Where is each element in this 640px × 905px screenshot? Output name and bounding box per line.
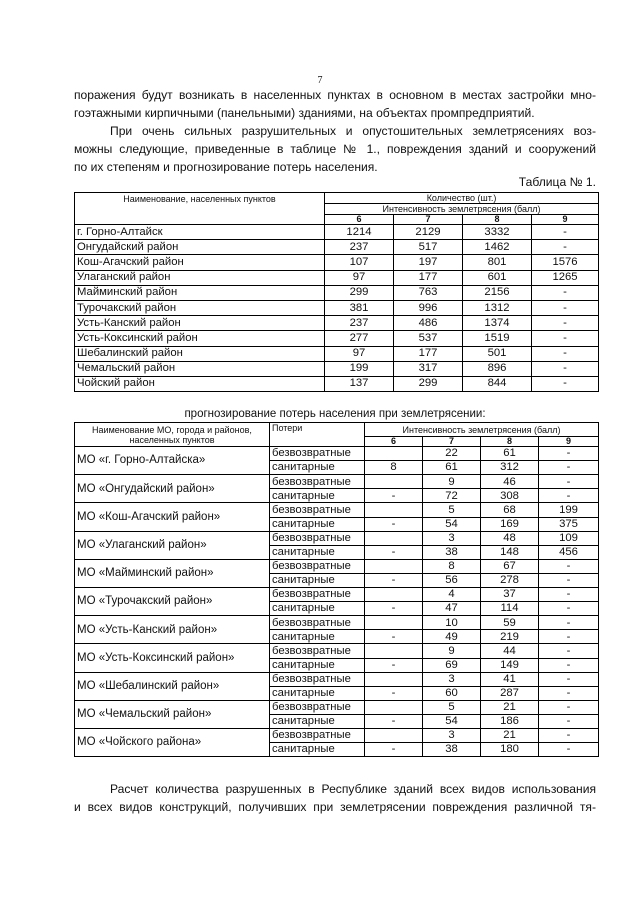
value-cell: 69 [423, 658, 481, 672]
loss-type: санитарные [270, 545, 365, 559]
table2-level-8: 8 [481, 437, 539, 447]
settlement-name: Усть-Коксинский район [75, 331, 325, 346]
table1-col-name: Наименование, населенных пунктов [75, 193, 325, 225]
value-cell: - [539, 644, 599, 658]
value-cell: 9 [423, 475, 481, 489]
value-cell: 97 [325, 346, 394, 361]
value-cell: 299 [325, 285, 394, 300]
loss-type: санитарные [270, 517, 365, 531]
value-cell: 21 [481, 700, 539, 714]
value-cell: 1462 [463, 240, 532, 255]
value-cell: 44 [481, 644, 539, 658]
value-cell: 537 [394, 331, 463, 346]
value-cell: 308 [481, 489, 539, 503]
value-cell: - [539, 588, 599, 602]
table-row [75, 285, 599, 300]
loss-type: санитарные [270, 658, 365, 672]
table-row [75, 531, 599, 545]
value-cell: 180 [481, 743, 539, 757]
value-cell: 49 [423, 630, 481, 644]
value-cell: 107 [325, 255, 394, 270]
value-cell: 5 [423, 700, 481, 714]
value-cell: 177 [394, 346, 463, 361]
value-cell: 3332 [463, 225, 532, 240]
intro-line-2: гоэтажными кирпичными (панельными) зданиями, на объектах промпредприятий. [74, 106, 535, 120]
value-cell: - [365, 489, 423, 503]
value-cell: 199 [325, 361, 394, 376]
value-cell: - [365, 573, 423, 587]
loss-type: безвозвратные [270, 616, 365, 630]
value-cell: - [532, 225, 599, 240]
value-cell: - [365, 630, 423, 644]
value-cell: - [539, 573, 599, 587]
value-cell: - [365, 517, 423, 531]
value-cell: 237 [325, 316, 394, 331]
table-row [75, 300, 599, 315]
value-cell: 60 [423, 686, 481, 700]
table2-level-7: 7 [423, 437, 481, 447]
value-cell: 37 [481, 588, 539, 602]
value-cell: - [539, 475, 599, 489]
value-cell: - [539, 559, 599, 573]
loss-type: санитарные [270, 489, 365, 503]
value-cell: - [539, 616, 599, 630]
loss-type: безвозвратные [270, 672, 365, 686]
value-cell: 61 [481, 447, 539, 461]
municipality-name: МО «Турочакский район» [75, 588, 270, 616]
value-cell: 375 [539, 517, 599, 531]
value-cell: 486 [394, 316, 463, 331]
value-cell: 219 [481, 630, 539, 644]
value-cell: - [532, 300, 599, 315]
table2-level-9: 9 [539, 437, 599, 447]
table1-col-intensity: Интенсивность землетрясения (балл) [325, 204, 599, 215]
table-row [75, 225, 599, 240]
value-cell [365, 531, 423, 545]
loss-type: санитарные [270, 461, 365, 475]
settlement-name: Майминский район [75, 285, 325, 300]
loss-type: санитарные [270, 686, 365, 700]
value-cell: 41 [481, 672, 539, 686]
value-cell: 56 [423, 573, 481, 587]
loss-type: безвозвратные [270, 700, 365, 714]
value-cell: - [539, 602, 599, 616]
value-cell: - [539, 630, 599, 644]
settlement-name: Шебалинский район [75, 346, 325, 361]
table2-col-intensity: Интенсивность землетрясения (балл) [365, 423, 599, 437]
value-cell [365, 616, 423, 630]
value-cell: 601 [463, 270, 532, 285]
value-cell: 186 [481, 714, 539, 728]
value-cell: 277 [325, 331, 394, 346]
municipality-name: МО «Улаганский район» [75, 531, 270, 559]
value-cell: - [532, 316, 599, 331]
value-cell: - [539, 489, 599, 503]
value-cell: 1265 [532, 270, 599, 285]
value-cell: 896 [463, 361, 532, 376]
loss-type: санитарные [270, 714, 365, 728]
value-cell: - [539, 743, 599, 757]
settlement-name: Усть-Канский район [75, 316, 325, 331]
table-row [75, 616, 599, 630]
value-cell [365, 672, 423, 686]
table-row [75, 447, 599, 461]
municipality-name: МО «Усть-Канский район» [75, 616, 270, 644]
value-cell: - [532, 331, 599, 346]
value-cell: 149 [481, 658, 539, 672]
value-cell: 5 [423, 503, 481, 517]
loss-type: безвозвратные [270, 447, 365, 461]
table-row [75, 376, 599, 391]
table-row [75, 475, 599, 489]
table-row [75, 316, 599, 331]
para2-line-2: можны следующие, приведенные в таблице № 1., повреждения зданий и сооружений [74, 142, 596, 156]
table2-caption: прогнозирование потерь населения при землетрясении: [184, 408, 486, 420]
value-cell: 54 [423, 714, 481, 728]
loss-type: санитарные [270, 743, 365, 757]
municipality-name: МО «Чойского района» [75, 728, 270, 756]
value-cell: 148 [481, 545, 539, 559]
value-cell: - [532, 346, 599, 361]
value-cell: 8 [365, 461, 423, 475]
municipality-name: МО «Шебалинский район» [75, 672, 270, 700]
value-cell: - [539, 658, 599, 672]
table-row [75, 255, 599, 270]
value-cell: - [539, 461, 599, 475]
settlement-name: Турочакский район [75, 300, 325, 315]
table-row [75, 588, 599, 602]
loss-type: безвозвратные [270, 475, 365, 489]
value-cell: - [532, 285, 599, 300]
value-cell: 456 [539, 545, 599, 559]
table1-level-6: 6 [325, 215, 394, 225]
value-cell: - [365, 658, 423, 672]
value-cell: 1576 [532, 255, 599, 270]
table1-level-9: 9 [532, 215, 599, 225]
value-cell: 3 [423, 672, 481, 686]
value-cell [365, 447, 423, 461]
value-cell: 47 [423, 602, 481, 616]
loss-type: безвозвратные [270, 644, 365, 658]
value-cell [365, 700, 423, 714]
value-cell: 287 [481, 686, 539, 700]
settlement-name: Онгудайский район [75, 240, 325, 255]
value-cell: 109 [539, 531, 599, 545]
table-row [75, 270, 599, 285]
value-cell: 46 [481, 475, 539, 489]
value-cell: 177 [394, 270, 463, 285]
table2-level-6: 6 [365, 437, 423, 447]
table-caption: Таблица № 1. [518, 175, 596, 189]
para2-line-1: При очень сильных разрушительных и опустошительных землетрясениях воз- [110, 124, 596, 138]
value-cell: 72 [423, 489, 481, 503]
loss-type: санитарные [270, 573, 365, 587]
value-cell: 312 [481, 461, 539, 475]
value-cell: 278 [481, 573, 539, 587]
value-cell: 1374 [463, 316, 532, 331]
municipality-name: МО «г. Горно-Алтайска» [75, 447, 270, 475]
value-cell: 137 [325, 376, 394, 391]
table-row [75, 503, 599, 517]
outro-line-2: и всех видов конструкций, получивших при землетрясении повреждения различной тя- [74, 800, 596, 814]
value-cell: 801 [463, 255, 532, 270]
value-cell [365, 503, 423, 517]
value-cell: 1312 [463, 300, 532, 315]
table-row [75, 331, 599, 346]
value-cell: - [539, 447, 599, 461]
settlement-name: Кош-Агачский район [75, 255, 325, 270]
value-cell: 68 [481, 503, 539, 517]
value-cell: - [365, 686, 423, 700]
page-number: 7 [317, 75, 323, 86]
value-cell: 169 [481, 517, 539, 531]
value-cell: - [539, 714, 599, 728]
value-cell: 996 [394, 300, 463, 315]
value-cell: 114 [481, 602, 539, 616]
buildings-table [74, 192, 599, 392]
outro-line-1: Расчет количества разрушенных в Республике зданий всех видов использования [110, 782, 596, 796]
value-cell [365, 644, 423, 658]
settlement-name: г. Горно-Алтайск [75, 225, 325, 240]
value-cell: 381 [325, 300, 394, 315]
value-cell: 97 [325, 270, 394, 285]
value-cell: - [532, 361, 599, 376]
municipality-name: МО «Майминский район» [75, 559, 270, 587]
loss-type: санитарные [270, 630, 365, 644]
value-cell: 1519 [463, 331, 532, 346]
value-cell: 10 [423, 616, 481, 630]
value-cell: 1214 [325, 225, 394, 240]
value-cell: 67 [481, 559, 539, 573]
value-cell: 197 [394, 255, 463, 270]
value-cell: 8 [423, 559, 481, 573]
value-cell: 54 [423, 517, 481, 531]
value-cell: 763 [394, 285, 463, 300]
table1-level-8: 8 [463, 215, 532, 225]
value-cell: 299 [394, 376, 463, 391]
value-cell: 237 [325, 240, 394, 255]
municipality-name: МО «Кош-Агачский район» [75, 503, 270, 531]
value-cell: 21 [481, 728, 539, 742]
table-row [75, 644, 599, 658]
table-row [75, 728, 599, 742]
value-cell: - [539, 728, 599, 742]
value-cell: 4 [423, 588, 481, 602]
intro-line-1: поражения будут возникать в населенных пунктах в основном в местах застройки мно- [74, 88, 596, 102]
municipality-name: МО «Онгудайский район» [75, 475, 270, 503]
table-row [75, 361, 599, 376]
loss-type: безвозвратные [270, 531, 365, 545]
value-cell [365, 588, 423, 602]
value-cell: 38 [423, 545, 481, 559]
value-cell: 3 [423, 531, 481, 545]
value-cell: - [365, 602, 423, 616]
value-cell: - [532, 240, 599, 255]
value-cell [365, 728, 423, 742]
value-cell: - [539, 700, 599, 714]
municipality-name: МО «Чемальский район» [75, 700, 270, 728]
value-cell: 61 [423, 461, 481, 475]
losses-table [74, 422, 599, 757]
loss-type: безвозвратные [270, 728, 365, 742]
value-cell: - [365, 545, 423, 559]
loss-type: санитарные [270, 602, 365, 616]
value-cell: 517 [394, 240, 463, 255]
value-cell: - [365, 714, 423, 728]
table1-level-7: 7 [394, 215, 463, 225]
settlement-name: Чемальский район [75, 361, 325, 376]
value-cell: 501 [463, 346, 532, 361]
value-cell: 2129 [394, 225, 463, 240]
table-row [75, 346, 599, 361]
value-cell: 317 [394, 361, 463, 376]
value-cell: 38 [423, 743, 481, 757]
value-cell: 59 [481, 616, 539, 630]
value-cell [365, 475, 423, 489]
table-row [75, 240, 599, 255]
value-cell: - [539, 672, 599, 686]
settlement-name: Чойский район [75, 376, 325, 391]
value-cell: - [532, 376, 599, 391]
settlement-name: Улаганский район [75, 270, 325, 285]
table-row [75, 700, 599, 714]
table-row [75, 559, 599, 573]
loss-type: безвозвратные [270, 588, 365, 602]
loss-type: безвозвратные [270, 503, 365, 517]
value-cell: 3 [423, 728, 481, 742]
table1-col-count: Количество (шт.) [325, 193, 599, 204]
loss-type: безвозвратные [270, 559, 365, 573]
value-cell: 22 [423, 447, 481, 461]
value-cell [365, 559, 423, 573]
value-cell: 844 [463, 376, 532, 391]
value-cell: 9 [423, 644, 481, 658]
value-cell: 199 [539, 503, 599, 517]
table-row [75, 672, 599, 686]
para2-line-3: по их степеням и прогнозирование потерь населения. [74, 160, 378, 174]
value-cell: 48 [481, 531, 539, 545]
municipality-name: МО «Усть-Коксинский район» [75, 644, 270, 672]
table2-col-name: Наименование МО, города и районов, населенных пунктов [75, 423, 270, 447]
value-cell: 2156 [463, 285, 532, 300]
value-cell: - [539, 686, 599, 700]
table2-col-losses: Потери [270, 423, 365, 447]
value-cell: - [365, 743, 423, 757]
